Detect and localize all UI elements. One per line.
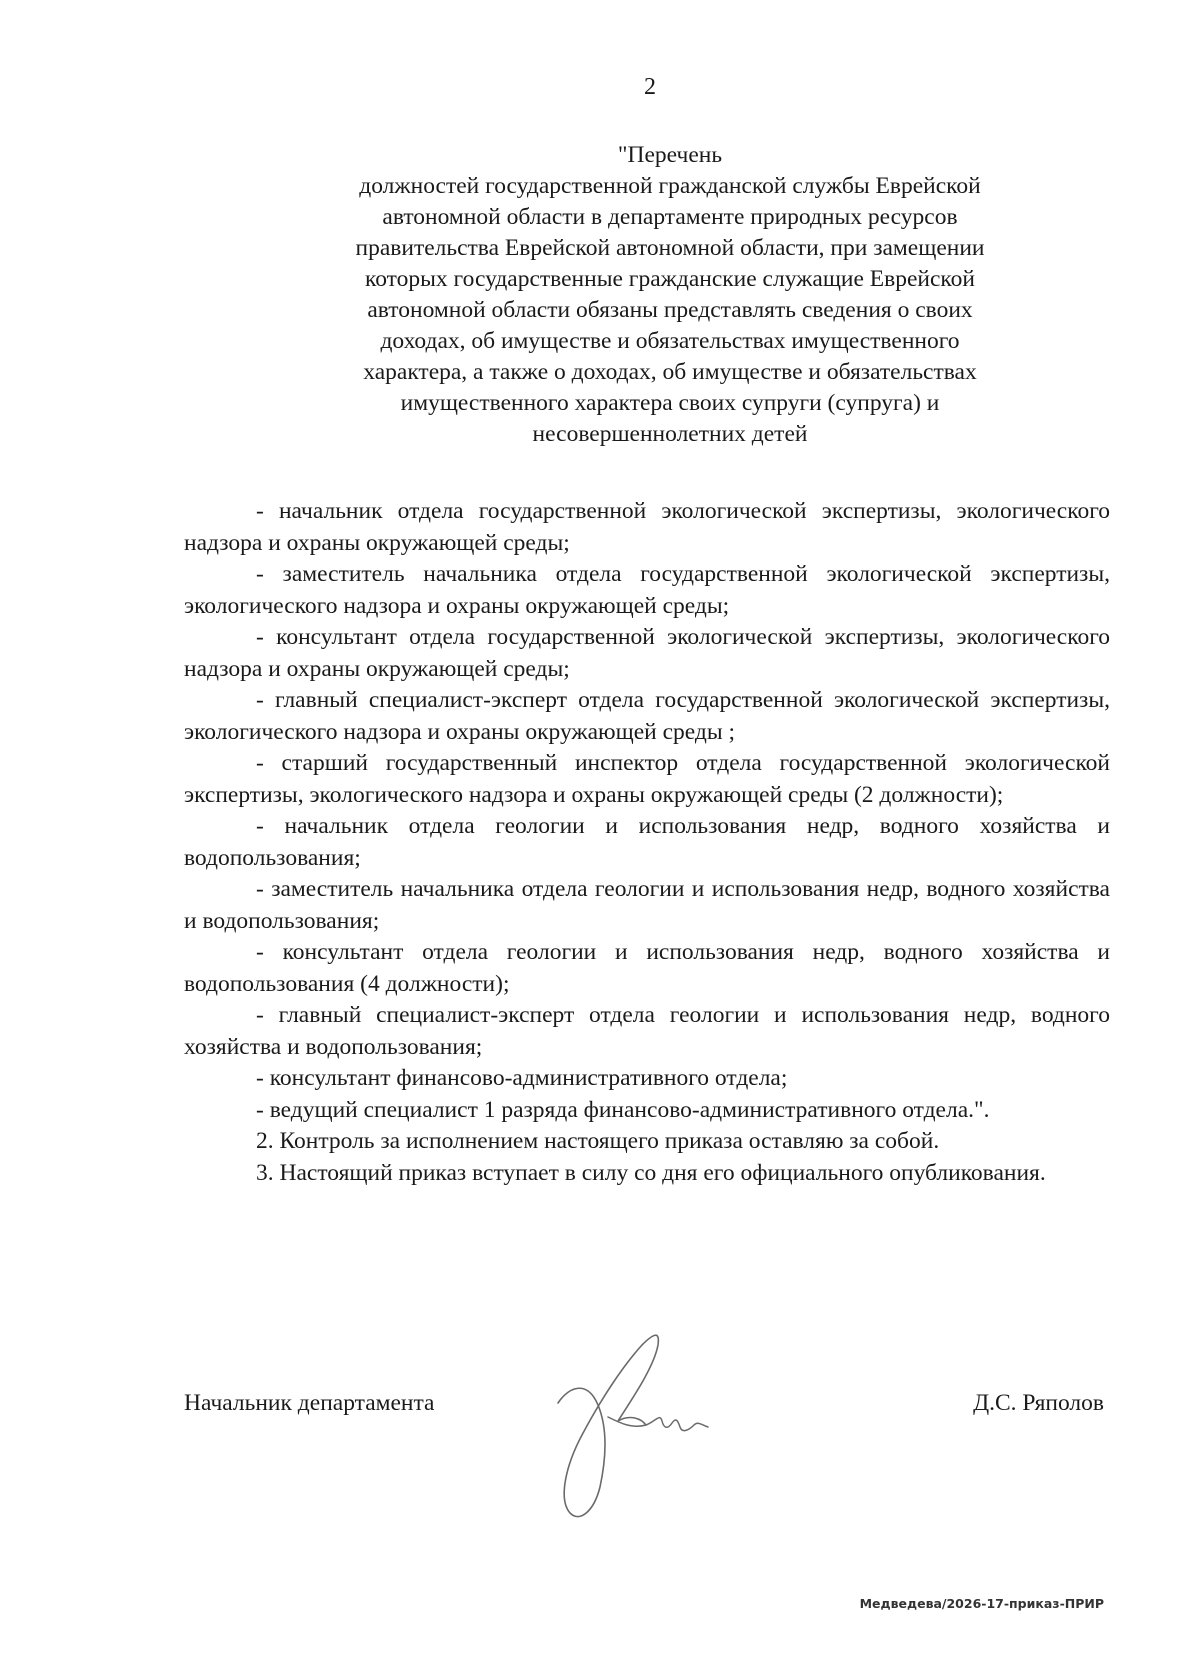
heading-line: несовершеннолетних детей — [532, 421, 808, 447]
document-body — [184, 496, 1110, 1189]
list-item: - консультант отдела государственной экологической экспертизы, экологического надзора и охраны окружающей среды; — [184, 624, 1110, 682]
list-item: - консультант отдела геологии и использования недр, водного хозяйства и водопользования (4 должности); — [184, 939, 1110, 997]
order-point: 3. Настоящий приказ вступает в силу со дня его официального опубликования. — [256, 1159, 1046, 1186]
list-item: - главный специалист-эксперт отдела геологии и использования недр, водного хозяйства и водопользования; — [184, 1002, 1110, 1060]
heading-line: автономной области обязаны представлять сведения о своих — [367, 297, 973, 323]
footer-code: Медведева/2026-17-приказ-ПРИР — [859, 1596, 1104, 1611]
signer-title: Начальник департамента — [184, 1390, 435, 1416]
list-item: - заместитель начальника отдела геологии и использования недр, водного хозяйства и водопользования; — [184, 876, 1110, 934]
heading-line: которых государственные гражданские служащие Еврейской — [365, 266, 975, 292]
list-item: - консультант финансово-административного отдела; — [256, 1065, 788, 1091]
order-point: 2. Контроль за исполнением настоящего приказа оставляю за собой. — [256, 1128, 940, 1154]
list-heading — [280, 140, 1060, 450]
heading-line: должностей государственной гражданской службы Еврейской — [359, 173, 981, 199]
handwritten-signature — [548, 1325, 748, 1535]
heading-line: автономной области в департаменте природных ресурсов — [382, 204, 958, 230]
list-item: - начальник отдела государственной экологической экспертизы, экологического надзора и охраны окружающей среды; — [184, 498, 1110, 556]
heading-line: доходах, об имуществе и обязательствах имущественного — [380, 328, 960, 354]
list-item: - ведущий специалист 1 разряда финансово-административного отдела.". — [256, 1096, 990, 1123]
heading-line: правительства Еврейской автономной области, при замещении — [355, 235, 985, 261]
heading-line: "Перечень — [617, 142, 723, 168]
list-item: - старший государственный инспектор отдела государственной экологической экспертизы, экологического надзора и охраны окружающей среды (2 должности); — [184, 750, 1110, 808]
signer-name: Д.С. Ряполов — [973, 1390, 1104, 1416]
list-item: - заместитель начальника отдела государственной экологической экспертизы, экологического надзора и охраны окружающей среды; — [184, 561, 1110, 619]
heading-line: характера, а также о доходах, об имуществе и обязательствах — [363, 359, 977, 385]
list-item: - начальник отдела геологии и использования недр, водного хозяйства и водопользования; — [184, 813, 1110, 871]
heading-line: имущественного характера своих супруги (супруга) и — [400, 390, 940, 416]
page-number: 2 — [644, 74, 656, 100]
list-item: - главный специалист-эксперт отдела государственной экологической экспертизы, экологического надзора и охраны окружающей среды ; — [184, 687, 1110, 745]
